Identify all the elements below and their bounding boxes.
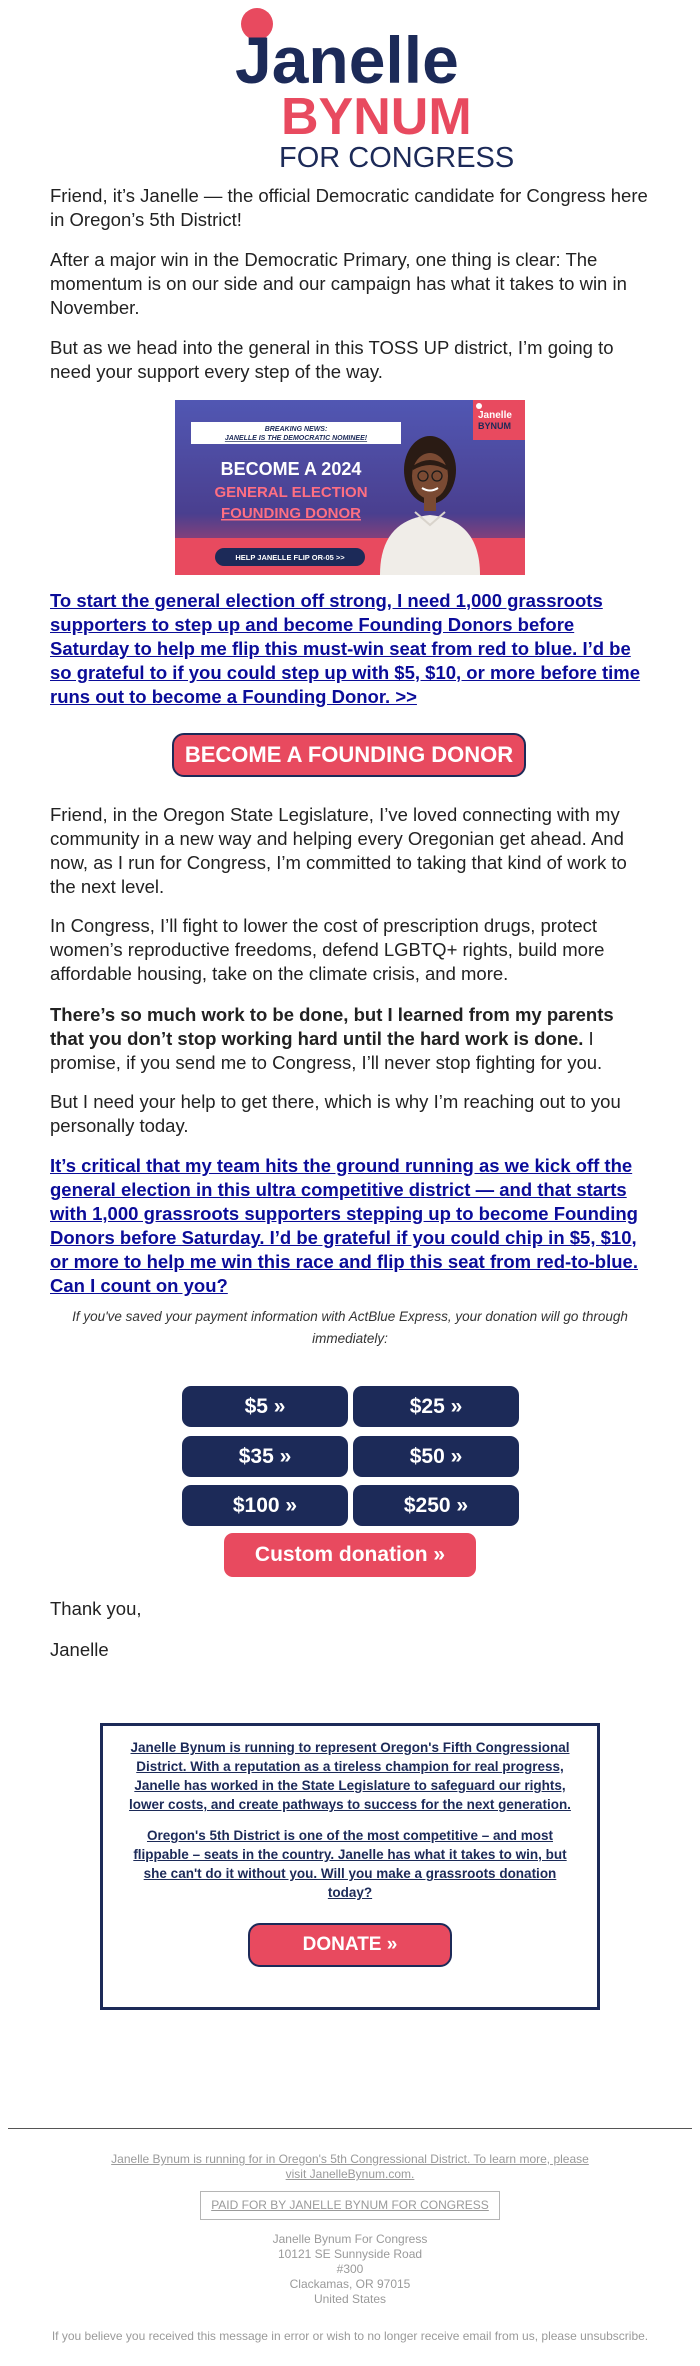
banner-headline-2: GENERAL ELECTION [214,484,368,501]
banner-logo-last: BYNUM [478,421,511,431]
banner-logo-first: Janelle [478,410,512,421]
signoff-thanks: Thank you, [50,1598,142,1619]
donate-button[interactable]: DONATE » [248,1923,452,1967]
logo-first-name: Janelle [235,23,459,97]
donate-50-button[interactable]: $50 » [353,1436,519,1477]
footer-divider [8,2128,692,2129]
info-box-paragraph-1-link[interactable]: Janelle Bynum is running to represent Oregon's Fifth Congressional District. With a reputation as a tireless champion for real progress, Janelle has worked in the State Legislature to safeguard our rights, lower costs, and create pathways to success for the next generation. [129,1740,571,1812]
donate-25-button[interactable]: $25 » [353,1386,519,1427]
banner-headline-3: FOUNDING DONOR [221,505,361,522]
paid-for-text: PAID FOR BY JANELLE BYNUM FOR CONGRESS [211,2198,489,2212]
custom-donation-button[interactable]: Custom donation » [224,1533,476,1577]
unsubscribe-text[interactable]: If you believe you received this message in error or wish to no longer receive email from us, please unsubscribe. [51,2329,649,2343]
banner-headline-1: BECOME A 2024 [220,459,362,479]
founding-donor-banner[interactable] [175,400,525,575]
logo-tagline: FOR CONGRESS [279,142,515,174]
donate-35-button[interactable]: $35 » [182,1436,348,1477]
address-line-2: 10121 SE Sunnyside Road [277,2247,423,2261]
body-paragraph-3-bold: There’s so much work to be done, but I learned from my parents that you don’t stop working hard until the hard work is done. [50,1004,614,1049]
banner-pill: HELP JANELLE FLIP OR-05 >> [235,553,345,562]
body-paragraph-2: In Congress, I’ll fight to lower the cost of prescription drugs, protect women’s reproductive freedoms, defend LGBTQ+ rights, build more affordable housing, take on the climate crisis, and more. [50,915,605,984]
logo-last-name: BYNUM [281,88,472,146]
footer-running-text[interactable] [100,2152,600,2182]
actblue-note: If you've saved your payment information with ActBlue Express, your donation will go through immediately: [72,1309,628,1346]
banner-breaking-title: BREAKING NEWS: [264,426,328,433]
address-line-3: #300 [336,2262,364,2276]
critical-link-text[interactable]: It’s critical that my team hits the ground running as we kick off the general election in this ultra competitive district — and that starts with 1,000 grassroots supporters stepping up to become Founding Donors before Saturday. I’d be grateful if you could chip in $5, $10, or more to help me win this race and flip this seat from red-to-blue. Can I count on you? [50,1155,638,1296]
become-founding-donor-button[interactable]: BECOME A FOUNDING DONOR [172,733,526,777]
intro-paragraph-2: After a major win in the Democratic Primary, one thing is clear: The momentum is on our side and our campaign has what it takes to win in November. [50,249,627,318]
critical-link[interactable] [50,1154,650,1298]
founding-donor-link-text[interactable]: To start the general election off strong, I need 1,000 grassroots supporters to step up and become Founding Donors before Saturday to help me flip this must-win seat from red to blue. I’d be so grateful to if you could step up with $5, $10, or more before time runs out to become a Founding Donor. >> [50,590,641,707]
founding-donor-link[interactable] [50,589,650,709]
address-line-4: Clackamas, OR 97015 [289,2277,411,2291]
banner-breaking-sub: JANELLE IS THE DEMOCRATIC NOMINEE! [224,435,368,442]
footer-learn-more-link[interactable]: Janelle Bynum is running for in Oregon's 5th Congressional District. To learn more, please visit JanelleBynum.com. [111,2152,589,2181]
body-paragraph-1: Friend, in the Oregon State Legislature, I’ve loved connecting with my community in a new way and helping every Oregonian get ahead. And now, as I run for Congress, I’m committed to taking that kind of work to the next level. [50,804,627,897]
intro-paragraph-3: But as we head into the general in this TOSS UP district, I’m going to need your support every step of the way. [50,337,614,382]
signoff-name: Janelle [50,1639,109,1660]
info-box [100,1723,600,2010]
info-box-paragraph-2-link[interactable]: Oregon's 5th District is one of the most competitive – and most flippable – seats in the country. Janelle has what it takes to win, but she can't do it without you. Will you make a grassroots donation today? [133,1828,567,1900]
info-box-paragraph-1[interactable] [121,1738,579,1814]
paid-for-box [200,2191,500,2220]
intro-paragraph-1: Friend, it’s Janelle — the official Democratic candidate for Congress here in Oregon’s 5th District! [50,185,648,230]
campaign-logo [0,0,700,175]
address-line-5: United States [313,2292,387,2306]
donate-250-button[interactable]: $250 » [353,1485,519,1526]
info-box-paragraph-2[interactable] [121,1826,579,1902]
donate-100-button[interactable]: $100 » [182,1485,348,1526]
body-paragraph-3-rest: I promise, if you send me to Congress, I’ll never stop fighting for you. [50,1028,603,1073]
donate-5-button[interactable]: $5 » [182,1386,348,1427]
body-paragraph-3 [50,1003,650,1075]
address-line-1: Janelle Bynum For Congress [272,2232,428,2246]
body-paragraph-4: But I need your help to get there, which is why I’m reaching out to you personally today. [50,1091,621,1136]
